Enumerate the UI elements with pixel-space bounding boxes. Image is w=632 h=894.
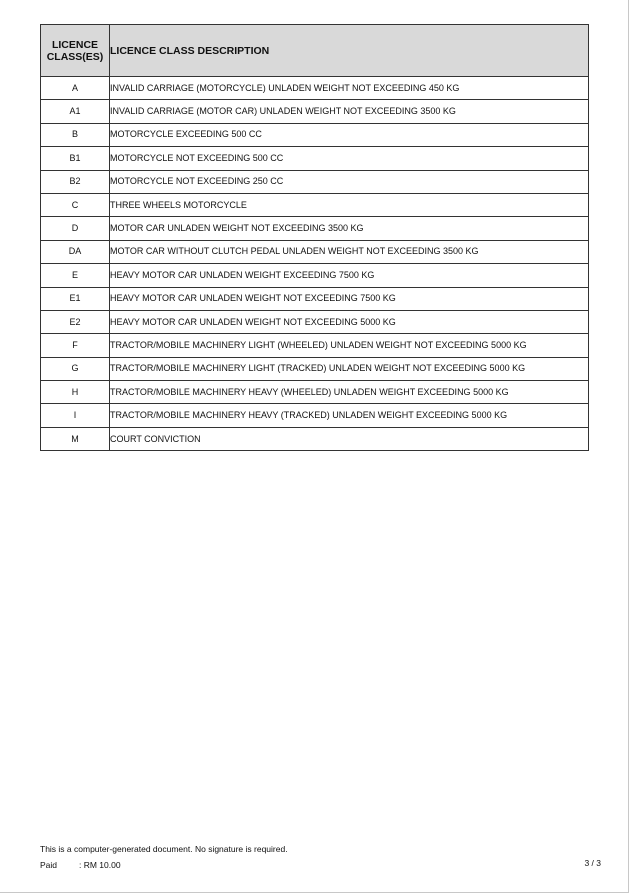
licence-class-description: INVALID CARRIAGE (MOTOR CAR) UNLADEN WEIGHT NOT EXCEEDING 3500 KG: [110, 100, 589, 123]
header-licence-class: LICENCE CLASS(ES): [41, 25, 110, 77]
licence-class-code: I: [41, 404, 110, 427]
licence-class-code: B2: [41, 170, 110, 193]
table-row: [41, 217, 589, 240]
licence-class-code: DA: [41, 240, 110, 263]
licence-class-description: TRACTOR/MOBILE MACHINERY LIGHT (WHEELED) UNLADEN WEIGHT NOT EXCEEDING 5000 KG: [110, 334, 589, 357]
table-row: [41, 193, 589, 216]
licence-class-code: E: [41, 264, 110, 287]
licence-class-description: COURT CONVICTION: [110, 427, 589, 450]
table-row: [41, 310, 589, 333]
licence-class-description: TRACTOR/MOBILE MACHINERY LIGHT (TRACKED) UNLADEN WEIGHT NOT EXCEEDING 5000 KG: [110, 357, 589, 380]
licence-class-code: F: [41, 334, 110, 357]
licence-class-code: H: [41, 381, 110, 404]
table-row: [41, 77, 589, 100]
licence-class-table: [40, 24, 589, 451]
licence-class-code: B1: [41, 147, 110, 170]
licence-class-description: HEAVY MOTOR CAR UNLADEN WEIGHT NOT EXCEEDING 5000 KG: [110, 310, 589, 333]
table-row: [41, 170, 589, 193]
licence-class-code: B: [41, 123, 110, 146]
table-row: [41, 334, 589, 357]
licence-class-description: MOTOR CAR UNLADEN WEIGHT NOT EXCEEDING 3500 KG: [110, 217, 589, 240]
table-row: [41, 240, 589, 263]
licence-class-code: A: [41, 77, 110, 100]
licence-class-code: A1: [41, 100, 110, 123]
licence-class-description: MOTORCYCLE EXCEEDING 500 CC: [110, 123, 589, 146]
table-row: [41, 147, 589, 170]
table-row: [41, 357, 589, 380]
licence-class-description: TRACTOR/MOBILE MACHINERY HEAVY (TRACKED) UNLADEN WEIGHT EXCEEDING 5000 KG: [110, 404, 589, 427]
licence-class-code: E1: [41, 287, 110, 310]
licence-class-code: C: [41, 193, 110, 216]
payment-line: [40, 860, 121, 870]
header-licence-description: LICENCE CLASS DESCRIPTION: [110, 25, 589, 77]
licence-class-description: HEAVY MOTOR CAR UNLADEN WEIGHT NOT EXCEEDING 7500 KG: [110, 287, 589, 310]
licence-class-description: TRACTOR/MOBILE MACHINERY HEAVY (WHEELED) UNLADEN WEIGHT EXCEEDING 5000 KG: [110, 381, 589, 404]
computer-generated-note: This is a computer-generated document. No signature is required.: [40, 844, 288, 854]
paid-amount: : RM 10.00: [79, 860, 121, 870]
page-number: 3 / 3: [584, 858, 601, 868]
paid-label: Paid: [40, 860, 58, 870]
licence-class-code: G: [41, 357, 110, 380]
table-row: [41, 404, 589, 427]
licence-class-code: D: [41, 217, 110, 240]
table-row: [41, 264, 589, 287]
table-row: [41, 100, 589, 123]
table-header-row: [41, 25, 589, 77]
table-row: [41, 123, 589, 146]
licence-class-description: THREE WHEELS MOTORCYCLE: [110, 193, 589, 216]
table-row: [41, 287, 589, 310]
licence-class-code: E2: [41, 310, 110, 333]
licence-class-description: MOTORCYCLE NOT EXCEEDING 500 CC: [110, 147, 589, 170]
table-row: [41, 381, 589, 404]
licence-class-description: HEAVY MOTOR CAR UNLADEN WEIGHT EXCEEDING 7500 KG: [110, 264, 589, 287]
licence-class-code: M: [41, 427, 110, 450]
licence-class-description: INVALID CARRIAGE (MOTORCYCLE) UNLADEN WEIGHT NOT EXCEEDING 450 KG: [110, 77, 589, 100]
table-row: [41, 427, 589, 450]
licence-class-description: MOTOR CAR WITHOUT CLUTCH PEDAL UNLADEN WEIGHT NOT EXCEEDING 3500 KG: [110, 240, 589, 263]
licence-class-description: MOTORCYCLE NOT EXCEEDING 250 CC: [110, 170, 589, 193]
